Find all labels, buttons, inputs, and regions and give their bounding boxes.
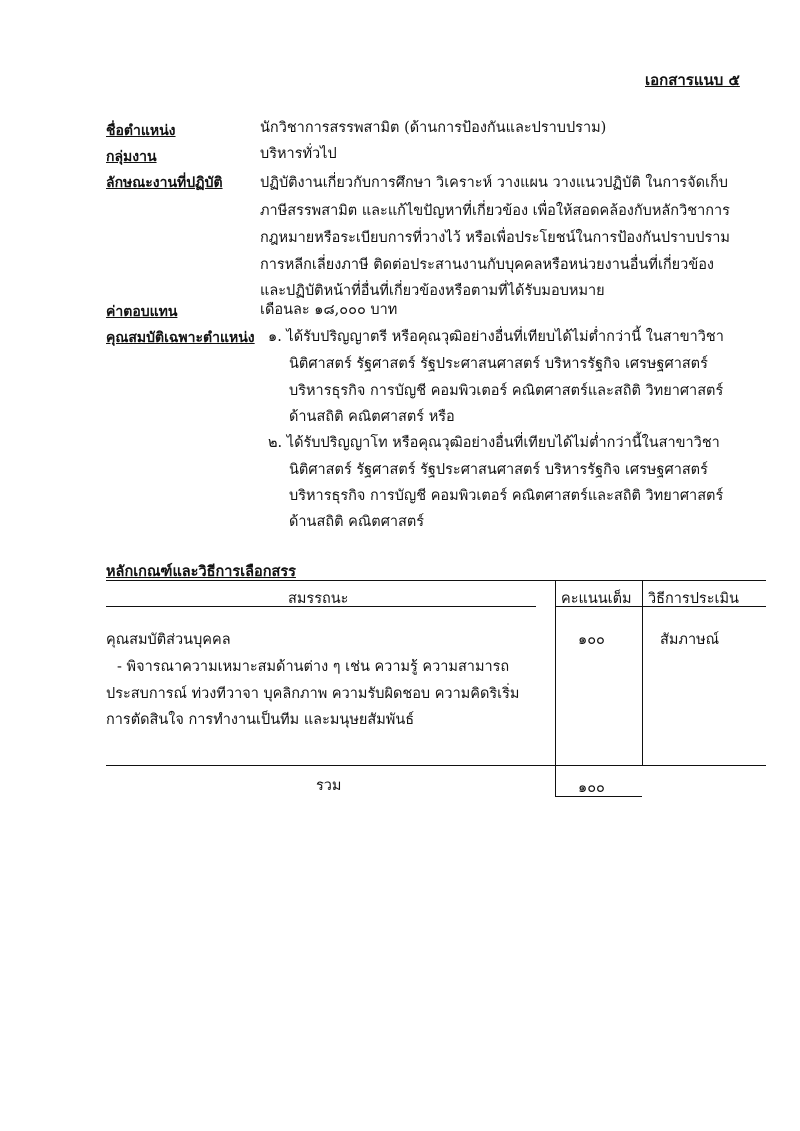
total-label: รวม	[316, 778, 342, 794]
table-col-rule	[642, 580, 643, 765]
competency-header: สมรรถนะ	[288, 591, 349, 607]
duty-line: ภาษีสรรพสามิต และแก้ไขปัญหาที่เกี่ยวข้อง เพื่อให้สอดคล้องกับหลักวิชาการ	[260, 203, 730, 219]
position-title-label: ชื่อตำแหน่ง	[106, 123, 176, 139]
table-bottom-rule	[106, 765, 766, 766]
table-top-rule	[106, 580, 766, 581]
qualification-line: ด้านสถิติ คณิตศาสตร์ หรือ	[289, 409, 455, 425]
duty-line: ปฏิบัติงานเกี่ยวกับการศึกษา วิเคราะห์ วางแผน วางแนวปฏิบัติ ในการจัดเก็บ	[260, 175, 728, 191]
criteria-title: หลักเกณฑ์และวิธีการเลือกสรร	[106, 564, 296, 580]
pay-value: เดือนละ ๑๘,๐๐๐ บาท	[260, 302, 398, 318]
total-score: ๑๐๐	[578, 780, 605, 796]
job-group-value: บริหารทั่วไป	[260, 146, 337, 162]
row-score: ๑๐๐	[578, 632, 605, 648]
full-score-header: คะแนนเต็ม	[561, 591, 632, 607]
pay-label: ค่าตอบแทน	[106, 304, 178, 320]
competency-detail-line: ประสบการณ์ ท่วงทีวาจา บุคลิกภาพ ความรับผิดชอบ ความคิดริเริ่ม	[106, 686, 520, 702]
qualification-label: คุณสมบัติเฉพาะตำแหน่ง	[106, 330, 255, 346]
competency-title: คุณสมบัติส่วนบุคคล	[106, 632, 231, 648]
row-method: สัมภาษณ์	[660, 632, 720, 648]
job-group-label: กลุ่มงาน	[106, 149, 157, 165]
duty-line: การหลีกเลี่ยงภาษี ติดต่อประสานงานกับบุคคลหรือหน่วยงานอื่นที่เกี่ยวข้อง	[260, 257, 715, 273]
position-title-value: นักวิชาการสรรพสามิต (ด้านการป้องกันและปราบปราม)	[260, 120, 607, 136]
qualification-line: นิติศาสตร์ รัฐศาสตร์ รัฐประศาสนศาสตร์ บริหารรัฐกิจ เศรษฐศาสตร์	[289, 356, 708, 372]
duty-line: กฎหมายหรือระเบียบการที่วางไว้ หรือเพื่อประโยชน์ในการป้องกันปราบปราม	[260, 230, 730, 246]
competency-detail-line: - พิจารณาความเหมาะสมด้านต่าง ๆ เช่น ความรู้ ความสามารถ	[117, 659, 510, 675]
qualification-line: ด้านสถิติ คณิตศาสตร์	[289, 514, 425, 530]
qualification-line: บริหารธุรกิจ การบัญชี คอมพิวเตอร์ คณิตศาสตร์และสถิติ วิทยาศาสตร์	[289, 488, 724, 504]
qualification-line: ๒. ได้รับปริญญาโท หรือคุณวุฒิอย่างอื่นที่เทียบได้ไม่ต่ำกว่านี้ในสาขาวิชา	[268, 435, 720, 451]
duty-line: และปฏิบัติหน้าที่อื่นที่เกี่ยวข้องหรือตามที่ได้รับมอบหมาย	[260, 283, 605, 299]
method-header: วิธีการประเมิน	[648, 591, 739, 607]
qualification-line: ๑. ได้รับปริญญาตรี หรือคุณวุฒิอย่างอื่นที่เทียบได้ไม่ต่ำกว่านี้ ในสาขาวิชา	[268, 329, 724, 345]
qualification-line: บริหารธุรกิจ การบัญชี คอมพิวเตอร์ คณิตศาสตร์และสถิติ วิทยาศาสตร์	[289, 383, 724, 399]
competency-detail-line: การตัดสินใจ การทำงานเป็นทีม และมนุษยสัมพันธ์	[106, 712, 415, 728]
attachment-label: เอกสารแนบ ๕	[645, 71, 740, 89]
qualification-line: นิติศาสตร์ รัฐศาสตร์ รัฐประศาสนศาสตร์ บริหารรัฐกิจ เศรษฐศาสตร์	[289, 462, 708, 478]
duty-label: ลักษณะงานที่ปฏิบัติ	[106, 175, 223, 191]
table-col-rule	[555, 580, 556, 796]
